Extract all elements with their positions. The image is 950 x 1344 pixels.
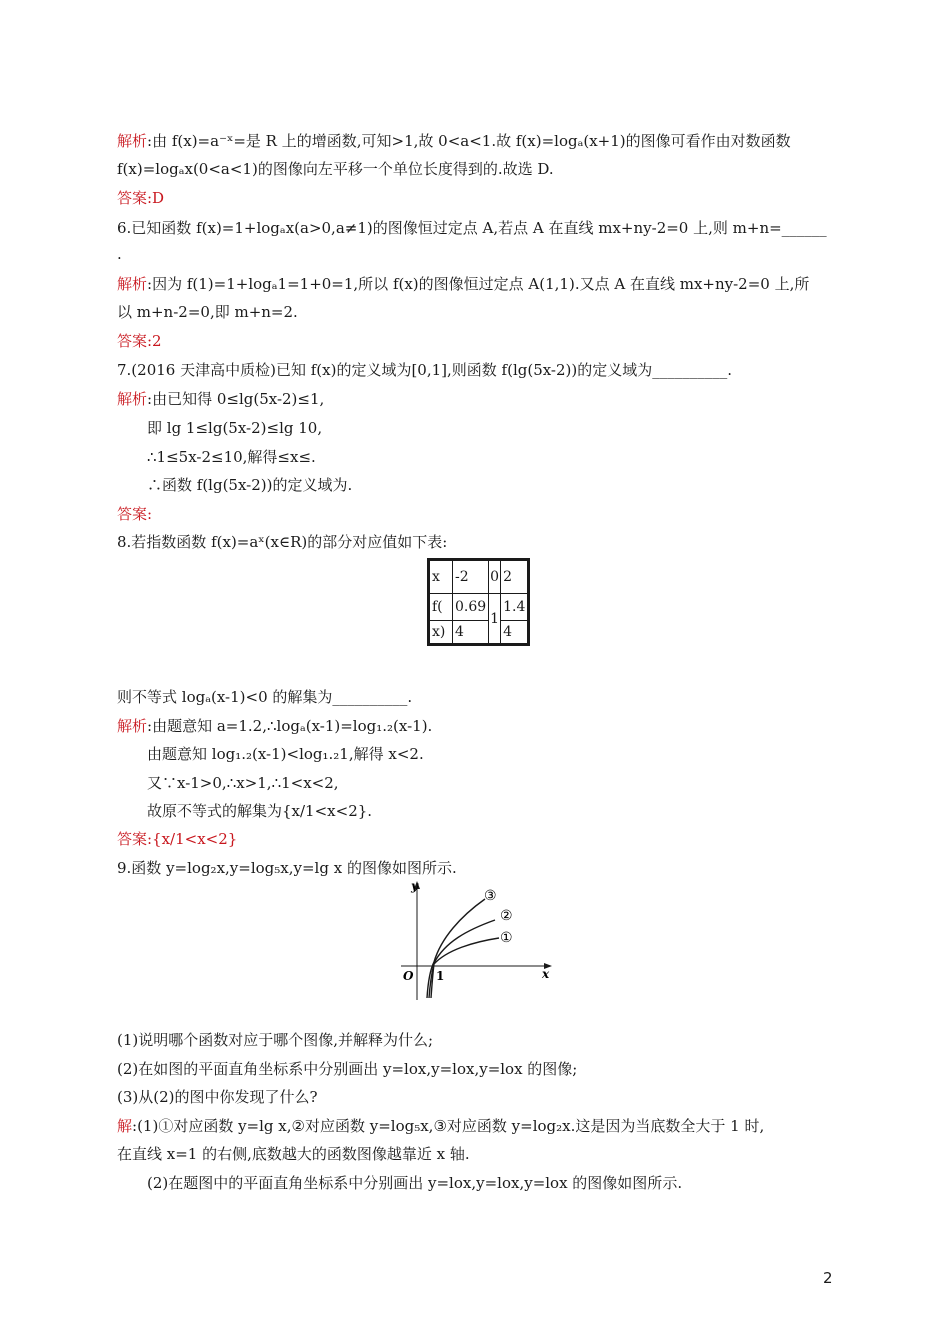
solution-7b: 即 lg 1≤lg(5x-2)≤lg 10, bbox=[147, 419, 323, 437]
solution-9a: 解:(1)①对应函数 y=lg x,②对应函数 y=log₅x,③对应函数 y=log₂x.这是因为当底数全大于 1 时, bbox=[117, 1117, 765, 1135]
table-row bbox=[429, 594, 529, 621]
table-cell: 2 bbox=[501, 560, 529, 594]
answer-8: 答案:{x/1<x<2} bbox=[117, 830, 238, 848]
page-number: 2 bbox=[823, 1269, 833, 1287]
curve-3-label: ③ bbox=[484, 888, 497, 904]
solution-line-5b: f(x)=logₐx(0<a<1)的图像向左平移一个单位长度得到的.故选 D. bbox=[117, 160, 554, 178]
question-9-2: (2)在如图的平面直角坐标系中分别画出 y=lox,y=lox,y=lox 的图像; bbox=[117, 1060, 578, 1078]
table-cell: x bbox=[429, 560, 453, 594]
solution-7c: ∴1≤5x-2≤10,解得≤x≤. bbox=[147, 448, 316, 466]
table-row bbox=[429, 621, 529, 645]
y-axis-label: y bbox=[411, 879, 418, 893]
solution-9c: (2)在题图中的平面直角坐标系中分别画出 y=lox,y=lox,y=lox 的图像如图所示. bbox=[147, 1174, 683, 1192]
solution-line-5a bbox=[117, 131, 791, 151]
question-8-b: 则不等式 logₐ(x-1)<0 的解集为__________. bbox=[117, 688, 413, 706]
label-prefix: 解析 bbox=[117, 390, 148, 408]
question-6-end: . bbox=[117, 245, 122, 263]
solution-6a: 解析:因为 f(1)=1+logₐ1=1+0=1,所以 f(x)的图像恒过定点 A(1,1).又点 A 在直线 mx+ny-2=0 上,所 bbox=[117, 275, 810, 293]
table-cell: 1 bbox=[489, 594, 501, 645]
solution-9b: 在直线 x=1 的右侧,底数越大的函数图像越靠近 x 轴. bbox=[117, 1145, 470, 1163]
answer-7: 答案: bbox=[117, 505, 153, 523]
value-table bbox=[427, 558, 530, 646]
question-9-3: (3)从(2)的图中你发现了什么? bbox=[117, 1088, 318, 1106]
curve-1 bbox=[431, 938, 499, 998]
question-8: 8.若指数函数 f(x)=aˣ(x∈R)的部分对应值如下表: bbox=[117, 533, 448, 551]
solution-7a: 解析:由已知得 0≤lg(5x-2)≤1, bbox=[117, 390, 325, 408]
solution-6b: 以 m+n-2=0,即 m+n=2. bbox=[117, 303, 298, 321]
question-9-1: (1)说明哪个函数对应于哪个图像,并解释为什么; bbox=[117, 1031, 434, 1049]
x-axis-label: x bbox=[542, 967, 550, 981]
solution-8c: 又∵x-1>0,∴x>1,∴1<x<2, bbox=[147, 774, 339, 792]
label-prefix: 解析 bbox=[117, 717, 148, 735]
solution-8a: 解析:由题意知 a=1.2,∴logₐ(x-1)=log₁.₂(x-1). bbox=[117, 717, 433, 735]
text-l01: :由 f(x)=a⁻ˣ=是 R 上的增函数,可知>1,故 0<a<1.故 f(x)=logₐ(x+1)的图像可看作由对数函数 bbox=[147, 132, 791, 150]
label-prefix: 解 bbox=[117, 1117, 133, 1135]
tick-one-label: 1 bbox=[436, 969, 445, 983]
solution-8b: 由题意知 log₁.₂(x-1)<log₁.₂1,解得 x<2. bbox=[147, 745, 424, 763]
table-cell: 1.4 bbox=[501, 594, 529, 621]
table-cell: 0 bbox=[489, 560, 501, 594]
question-7: 7.(2016 天津高中质检)已知 f(x)的定义域为[0,1],则函数 f(lg(5x-2))的定义域为__________. bbox=[117, 361, 733, 379]
answer-5: 答案:D bbox=[117, 189, 165, 207]
table-cell: f( bbox=[429, 594, 453, 621]
table-row bbox=[429, 560, 529, 594]
table-cell: 0.69 bbox=[453, 594, 489, 621]
table-cell: -2 bbox=[453, 560, 489, 594]
log-graph-figure bbox=[395, 878, 560, 1008]
table-cell: x) bbox=[429, 621, 453, 645]
table-cell: 4 bbox=[453, 621, 489, 645]
label-prefix: 解析 bbox=[117, 275, 148, 293]
origin-label: O bbox=[403, 969, 414, 983]
solution-8d: 故原不等式的解集为{x/1<x<2}. bbox=[147, 802, 373, 820]
question-6: 6.已知函数 f(x)=1+logₐx(a>0,a≠1)的图像恒过定点 A,若点 A 在直线 mx+ny-2=0 上,则 m+n=______ bbox=[117, 219, 827, 237]
curve-2-label: ② bbox=[500, 908, 513, 924]
table-cell: 4 bbox=[501, 621, 529, 645]
curve-1-label: ① bbox=[500, 930, 513, 946]
curve-3 bbox=[427, 899, 485, 998]
solution-7d: ∴函数 f(lg(5x-2))的定义域为. bbox=[147, 476, 353, 494]
answer-6: 答案:2 bbox=[117, 332, 162, 350]
label-jiexi: 解析 bbox=[117, 132, 148, 150]
question-9: 9.函数 y=log₂x,y=log₅x,y=lg x 的图像如图所示. bbox=[117, 859, 457, 877]
